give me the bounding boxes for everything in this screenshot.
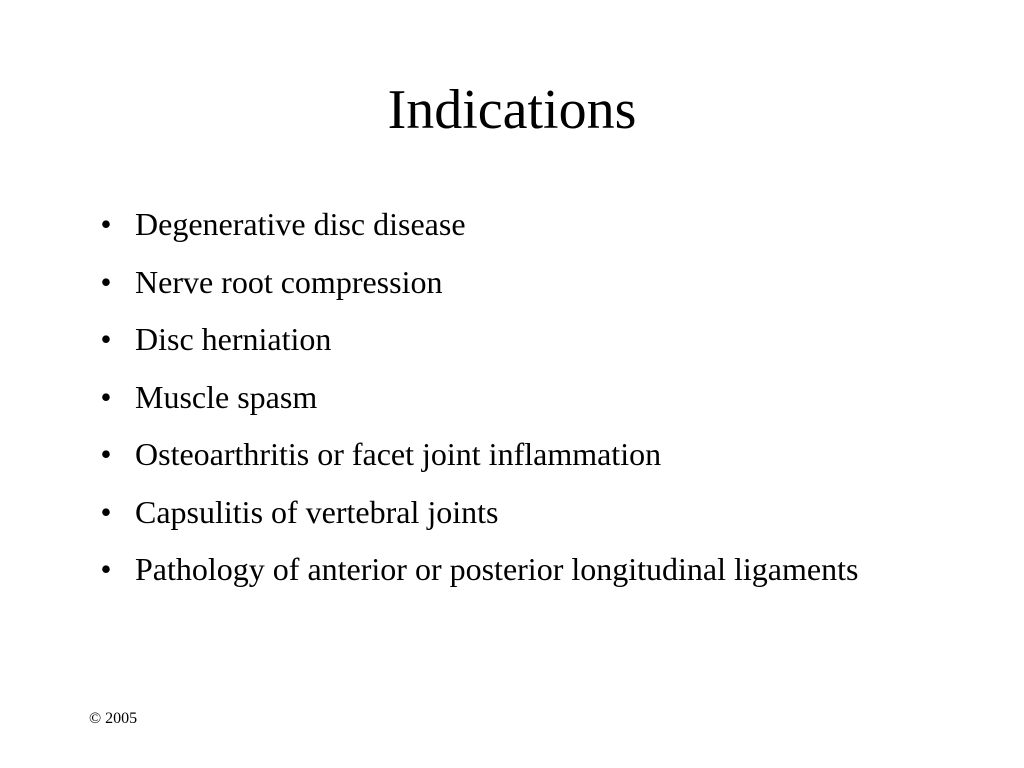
list-item [96, 318, 916, 361]
list-item-text: Muscle spasm [135, 378, 318, 415]
bullet-icon: • [100, 436, 112, 472]
slide-title: Indications [387, 79, 637, 141]
list-item [96, 261, 916, 304]
bullet-icon: • [100, 263, 112, 300]
list-item [96, 203, 916, 246]
bullet-icon: • [100, 206, 112, 242]
list-item-text: Disc herniation [135, 321, 332, 357]
list-item-text: Capsulitis of vertebral joints [135, 493, 499, 530]
list-item-text: Nerve root compression [135, 263, 443, 300]
bullet-icon: • [100, 551, 112, 587]
list-item-text: Degenerative disc disease [135, 206, 466, 242]
bullet-list [96, 203, 916, 606]
bullet-icon: • [100, 378, 112, 415]
list-item-text: Pathology of anterior or posterior longitudinal ligaments [135, 551, 859, 587]
list-item [96, 376, 916, 419]
list-item [96, 491, 916, 534]
list-item-text: Osteoarthritis or facet joint inflammation [135, 436, 662, 472]
bullet-icon: • [100, 321, 112, 357]
copyright-footer: © 2005 [89, 710, 138, 727]
list-item [96, 433, 916, 476]
bullet-icon: • [100, 493, 112, 530]
list-item [96, 548, 916, 591]
